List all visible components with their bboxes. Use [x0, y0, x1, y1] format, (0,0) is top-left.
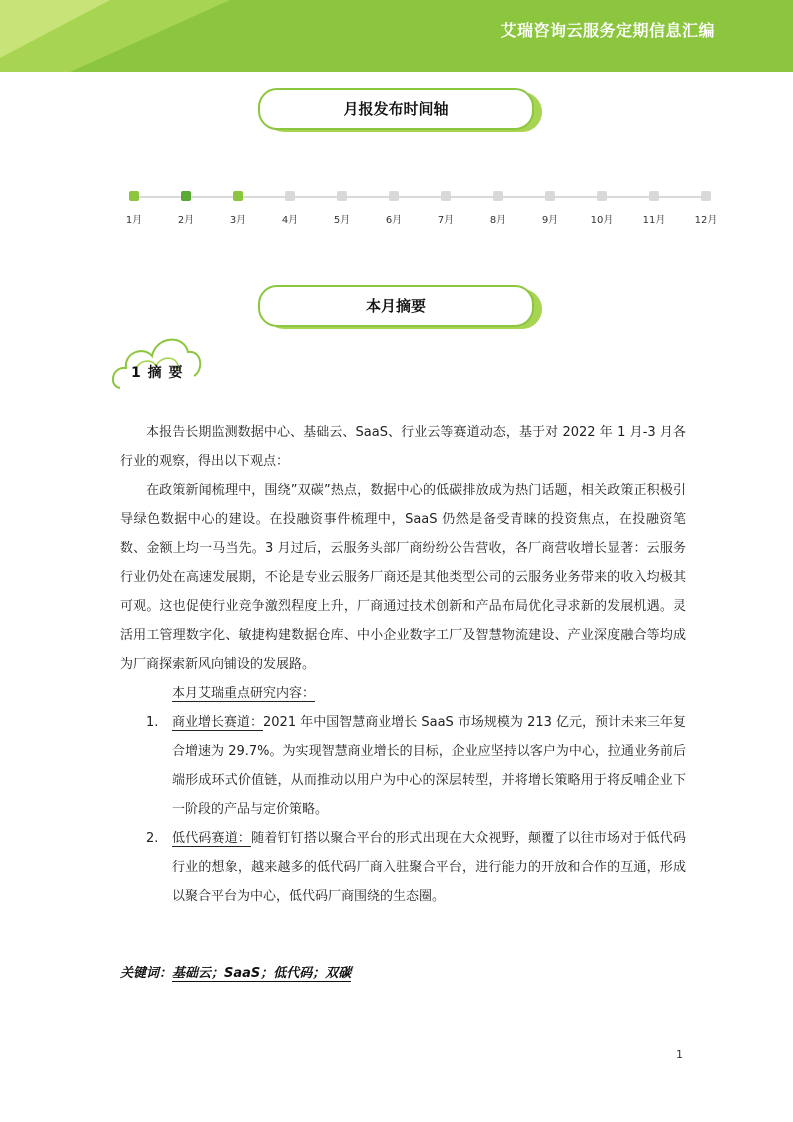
timeline-month	[218, 186, 258, 226]
timeline-month-label: 11月	[642, 215, 666, 226]
list-item-number: 1.	[146, 715, 159, 730]
timeline-month-label: 10月	[590, 215, 614, 226]
list-item-term: 低代码赛道：	[172, 831, 252, 846]
timeline-month	[634, 186, 674, 226]
timeline-month	[270, 186, 310, 226]
timeline-marker	[181, 191, 191, 201]
release-timeline	[120, 186, 720, 226]
paragraph-intro: 本报告长期监测数据中心、基础云、SaaS、行业云等赛道动态，基于对 2022 年 1 月-3 月各行业的观察，得出以下观点：	[120, 425, 686, 469]
timeline-month	[686, 186, 726, 226]
list-item	[120, 708, 686, 824]
cloud-icon	[112, 330, 202, 392]
timeline-month	[374, 186, 414, 226]
section-title: 1 摘 要	[131, 365, 184, 381]
timeline-marker	[129, 191, 139, 201]
focus-heading	[120, 679, 686, 708]
timeline-month	[530, 186, 570, 226]
summary-section-header	[258, 285, 542, 327]
timeline-month-label: 2月	[177, 215, 195, 226]
list-item-text: 随着钉钉搭以聚合平台的形式出现在大众视野，颠覆了以往市场对于低代码行业的想象，越来越多的低代码厂商入驻聚合平台，进行能力的开放和合作的互通，形成以聚合平台为中心，低代码厂商围绕的生态圈。	[172, 831, 686, 904]
timeline-marker	[337, 191, 347, 201]
timeline-marker	[389, 191, 399, 201]
timeline-month-label: 6月	[385, 215, 403, 226]
timeline-month	[478, 186, 518, 226]
focus-heading-text: 本月艾瑞重点研究内容：	[172, 686, 316, 701]
timeline-month-label: 9月	[541, 215, 559, 226]
header-title: 艾瑞咨询云服务定期信息汇编	[500, 21, 715, 40]
timeline-month	[426, 186, 466, 226]
timeline-marker	[285, 191, 295, 201]
list-item-term: 商业增长赛道：	[172, 715, 264, 730]
paragraph-analysis: 在政策新闻梳理中，围绕”双碳”热点，数据中心的低碳排放成为热门话题，相关政策正积极引导绿色数据中心的建设。在投融资事件梳理中，SaaS 仍然是备受青睐的投资焦点，在投融资笔数、金额上均一马当先。3 月过后，云服务头部厂商纷纷公告营收，各厂商营收增长显著：云服务行业仍处在高速发展期，不论是专业云服务厂商还是其他类型公司的云服务业务带来的收入均极其可观。这也促使行业竞争激烈程度上升，厂商通过技术创新和产品布局优化寻求新的发展机遇。灵活用工管理数字化、敏捷构建数据仓库、中小企业数字工厂及智慧物流建设、产业深度融合等均成为厂商探索新风向铺设的发展路。	[120, 483, 686, 672]
summary-body	[120, 418, 686, 911]
timeline-month-label: 4月	[281, 215, 299, 226]
timeline-marker	[701, 191, 711, 201]
list-item-number: 2.	[146, 831, 159, 846]
timeline-month-label: 5月	[333, 215, 351, 226]
timeline-marker	[441, 191, 451, 201]
list-item-text: 2021 年中国智慧商业增长 SaaS 市场规模为 213 亿元，预计未来三年复合增速为 29.7%。为实现智慧商业增长的目标，企业应坚持以客户为中心，拉通业务前后端形成环式价值链，从而推动以用户为中心的深层转型，并将增长策略用于将反哺企业下一阶段的产品与定价策略。	[172, 715, 687, 817]
timeline-month-label: 1月	[125, 215, 143, 226]
timeline-month	[582, 186, 622, 226]
timeline-marker	[545, 191, 555, 201]
timeline-month	[322, 186, 362, 226]
timeline-month	[114, 186, 154, 226]
timeline-month-label: 8月	[489, 215, 507, 226]
keywords	[120, 962, 351, 981]
timeline-marker	[233, 191, 243, 201]
summary-section-title: 本月摘要	[365, 297, 426, 315]
timeline-month-label: 7月	[437, 215, 455, 226]
timeline-month-label: 12月	[694, 215, 718, 226]
page-number: 1	[676, 1048, 683, 1061]
focus-list	[120, 708, 686, 911]
header-banner	[0, 0, 793, 72]
timeline-marker	[597, 191, 607, 201]
timeline-marker	[493, 191, 503, 201]
keywords-value: 基础云；SaaS；低代码；双碳	[172, 966, 352, 981]
list-item	[120, 824, 686, 911]
timeline-month	[166, 186, 206, 226]
keywords-label: 关键词：	[120, 966, 173, 981]
timeline-marker	[649, 191, 659, 201]
timeline-month-label: 3月	[229, 215, 247, 226]
timeline-section-title: 月报发布时间轴	[343, 100, 449, 118]
timeline-section-header	[258, 88, 542, 130]
